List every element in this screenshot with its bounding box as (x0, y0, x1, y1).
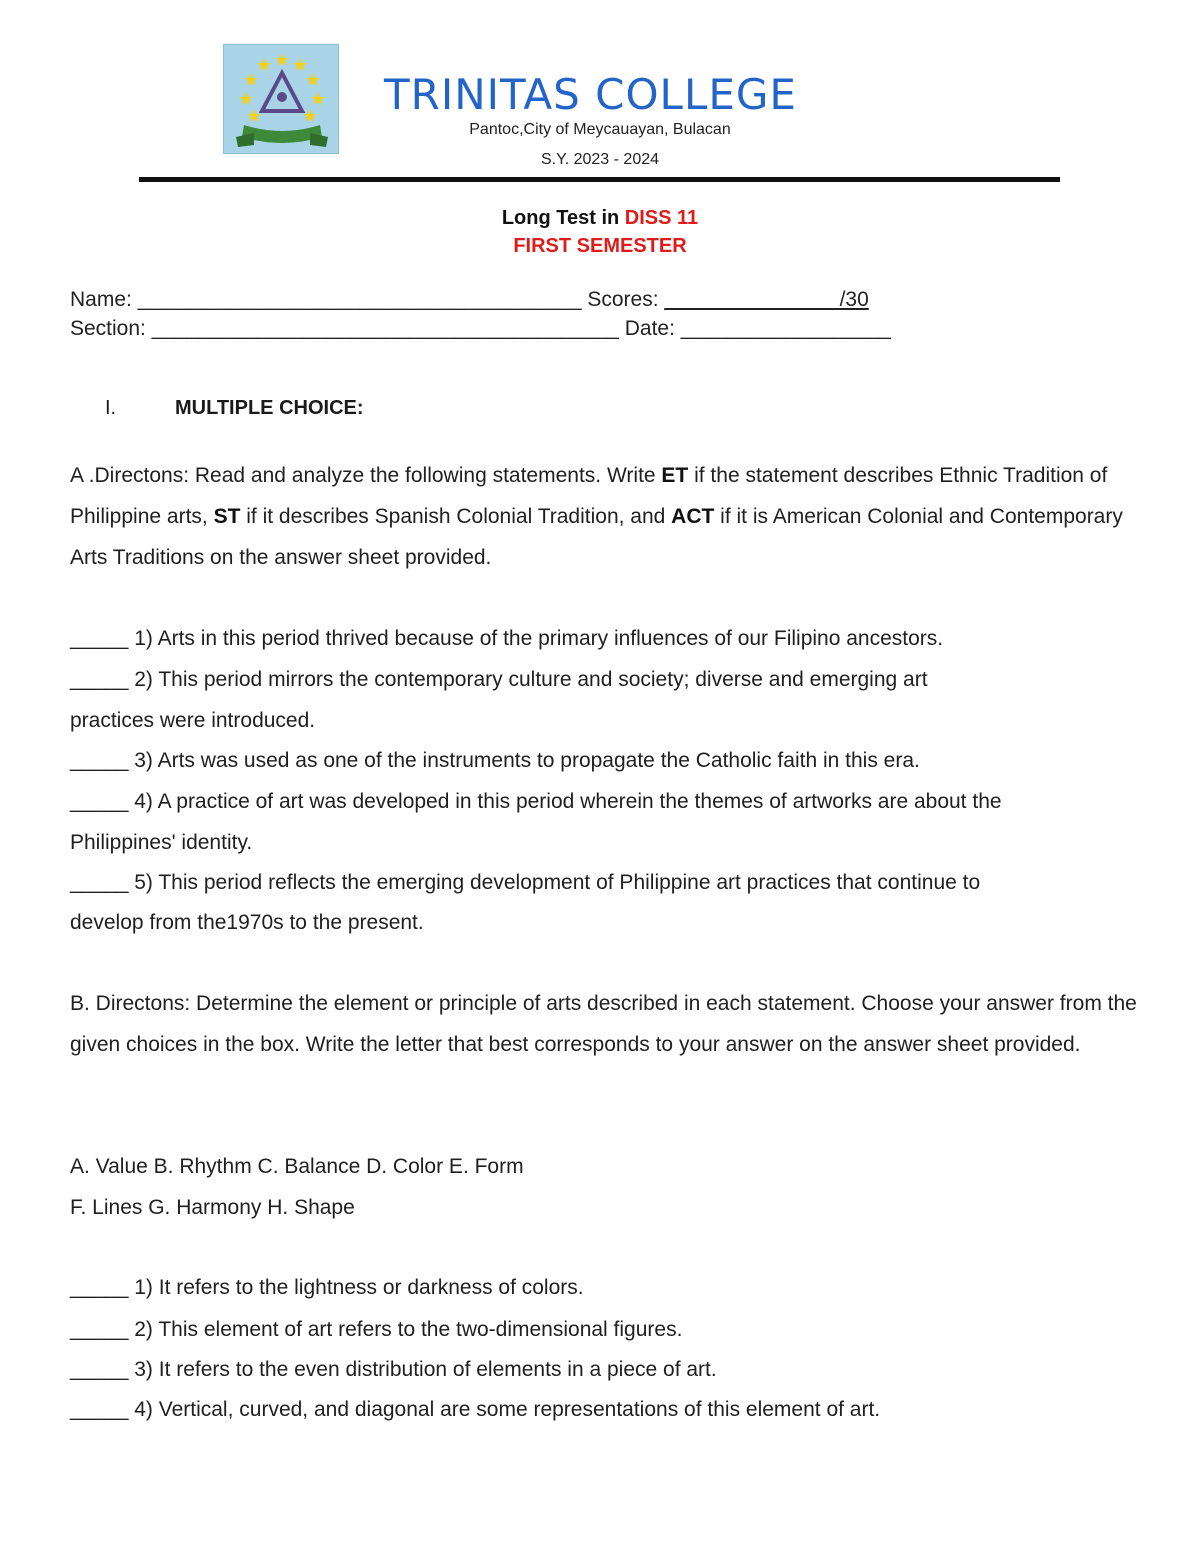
question-a4: _____ 4) A practice of art was developed in this period wherein the themes of artworks are about the (70, 790, 1002, 813)
directions-text: A .Directons: Read and analyze the following statements. Write (70, 464, 662, 487)
directions-text: if it is American Colonial and Contemporary Arts Traditions on the answer sheet provided. (70, 505, 1123, 569)
semester-label: FIRST SEMESTER (513, 235, 687, 257)
question-a4-cont: Philippines' identity. (70, 831, 253, 854)
scores-blank[interactable]: _______________/30 (664, 288, 869, 311)
section-blank[interactable]: ________________________________________ (151, 317, 619, 340)
part-b-directions: B. Directons: Determine the element or principle of arts described in each statement. Choose your answer from the given choices in the box. Write the letter that best corresponds to your answer on the answer sheet provided. (70, 992, 1137, 1056)
part-heading (105, 397, 364, 420)
scores-label: Scores: (581, 288, 665, 311)
question-a5: _____ 5) This period reflects the emerging development of Philippine art practices that continue to (70, 871, 981, 894)
question-a5-cont: develop from the1970s to the present. (70, 911, 424, 934)
choices-line-1: A. Value B. Rhythm C. Balance D. Color E. Form (70, 1155, 524, 1178)
test-title (0, 207, 1200, 230)
question-a2-cont: practices were introduced. (70, 709, 316, 732)
question-b2: _____ 2) This element of art refers to the two-dimensional figures. (70, 1318, 683, 1341)
directions-text: if it describes Spanish Colonial Tradition, and (240, 505, 672, 528)
question-a1: _____ 1) Arts in this period thrived because of the primary influences of our Filipino ancestors. (70, 627, 944, 650)
header-divider (139, 177, 1060, 182)
date-blank[interactable]: __________________ (680, 317, 891, 340)
code-act: ACT (671, 505, 715, 528)
part-title: MULTIPLE CHOICE: (175, 397, 364, 419)
subject-code: DISS 11 (624, 207, 699, 229)
college-name: TRINITAS COLLEGE (384, 70, 797, 119)
question-a3: _____ 3) Arts was used as one of the instruments to propagate the Catholic faith in this era. (70, 749, 920, 772)
question-b3: _____ 3) It refers to the even distribution of elements in a piece of art. (70, 1358, 717, 1381)
code-st: ST (213, 505, 241, 528)
code-et: ET (661, 464, 689, 487)
directions-text: if the statement describes Ethnic Tradition of Philippine arts, (70, 464, 1108, 528)
question-b1: _____ 1) It refers to the lightness or darkness of colors. (70, 1276, 584, 1299)
choices-line-2: F. Lines G. Harmony H. Shape (70, 1196, 355, 1219)
school-year: S.Y. 2023 - 2024 (540, 151, 660, 168)
name-scores-line (70, 288, 869, 312)
test-title-prefix: Long Test in (501, 207, 625, 229)
date-label: Date: (618, 317, 681, 340)
question-a2: _____ 2) This period mirrors the contemporary culture and society; diverse and emerging art (70, 668, 928, 691)
section-date-line (70, 317, 891, 341)
question-b4: _____ 4) Vertical, curved, and diagonal are some representations of this element of art. (70, 1398, 881, 1421)
section-label: Section: (70, 317, 152, 340)
name-blank[interactable]: ______________________________________ (137, 288, 582, 311)
part-number: I. (105, 397, 117, 419)
part-a-directions (70, 455, 1150, 578)
address-text: Pantoc,City of Meycauayan, Bulacan (469, 121, 731, 138)
college-address (0, 121, 1200, 139)
name-label: Name: (70, 288, 138, 311)
